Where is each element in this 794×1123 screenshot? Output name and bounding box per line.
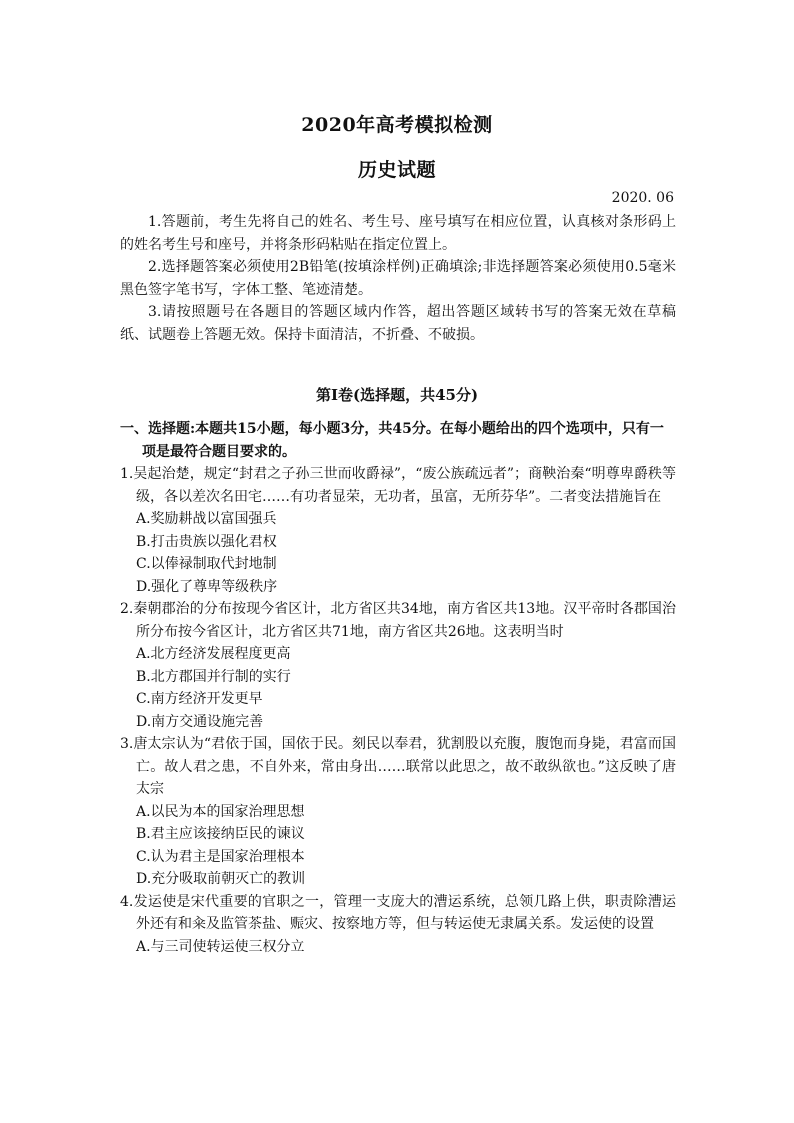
instruction-item: 2.选择题答案必须使用2B铅笔(按填涂样例)正确填涂;非选择题答案必须使用0.5毫米黑色签字笔书写，字体工整、笔迹清楚。 — [120, 259, 676, 298]
section-instructions: 一、选择题:本题共15小题，每小题3分，共45分。在每小题给出的四个选项中，只有一项是最符合题目要求的。 — [120, 421, 664, 460]
option-b: B.打击贵族以强化君权 — [136, 533, 277, 550]
question-3 — [120, 733, 676, 891]
section-title: 第Ⅰ卷(选择题，共45分) — [315, 386, 479, 404]
option-a: A.北方经济发展程度更高 — [136, 646, 291, 662]
instructions — [120, 211, 676, 346]
option-a: A.以民为本的国家治理思想 — [136, 803, 305, 820]
question-stem: 2.秦朝郡治的分布按现今省区计，北方省区共34地，南方省区共13地。汉平帝时各郡国治所分布按今省区计，北方省区共71地，南方省区共26地。这表明当时 — [120, 601, 676, 640]
question-4 — [120, 891, 676, 959]
option-b: B.北方郡国并行制的实行 — [136, 668, 291, 685]
exam-title: 2020年高考模拟检测 — [301, 114, 493, 136]
option-c: C.南方经济开发更早 — [136, 691, 263, 707]
exam-date: 2020. 06 — [611, 190, 674, 206]
option-b: B.君主应该接纳臣民的谏议 — [136, 826, 305, 842]
instruction-item: 3.请按照题号在各题目的答题区域内作答，超出答题区域转书写的答案无效在草稿纸、试题卷上答题无效。保持卡面清洁，不折叠、不破损。 — [120, 304, 676, 343]
question-stem: 4.发运使是宋代重要的官职之一，管理一支庞大的漕运系统，总领几路上供，职责除漕运外还有和籴及监管茶盐、赈灾、按察地方等，但与转运使无隶属关系。发运使的设置 — [120, 893, 676, 932]
option-d: D.南方交通设施完善 — [136, 713, 264, 730]
instruction-item: 1.答题前，考生先将自己的姓名、考生号、座号填写在相应位置，认真核对条形码上的姓名考生号和座号，并将条形码粘贴在指定位置上。 — [120, 214, 676, 253]
option-c: C.认为君主是国家治理根本 — [136, 848, 305, 865]
question-1 — [120, 463, 676, 598]
question-2 — [120, 598, 676, 733]
option-a: A.奖励耕战以富国强兵 — [136, 511, 277, 527]
option-c: C.以俸禄制取代封地制 — [136, 556, 277, 572]
option-d: D.强化了尊卑等级秩序 — [136, 578, 278, 595]
question-stem: 3.唐太宗认为“君依于国，国依于民。刻民以奉君，犹割股以充腹，腹饱而身毙，君富而国亡。故人君之患，不自外来，常由身出……联常以此思之，故不敢纵欲也。”这反映了唐太宗 — [120, 736, 676, 797]
option-d: D.充分吸取前朝灭亡的教训 — [136, 871, 306, 887]
question-stem: 1.吴起治楚，规定“封君之子孙三世而收爵禄”，“废公族疏远者”；商鞅治秦“明尊卑爵秩等级，各以差次名田宅……有功者显荣，无功者，虽富，无所芬华”。二者变法措施旨在 — [120, 466, 676, 505]
option-a: A.与三司使转运使三权分立 — [136, 938, 305, 955]
exam-subject-title: 历史试题 — [357, 159, 436, 181]
question-list — [120, 418, 676, 958]
